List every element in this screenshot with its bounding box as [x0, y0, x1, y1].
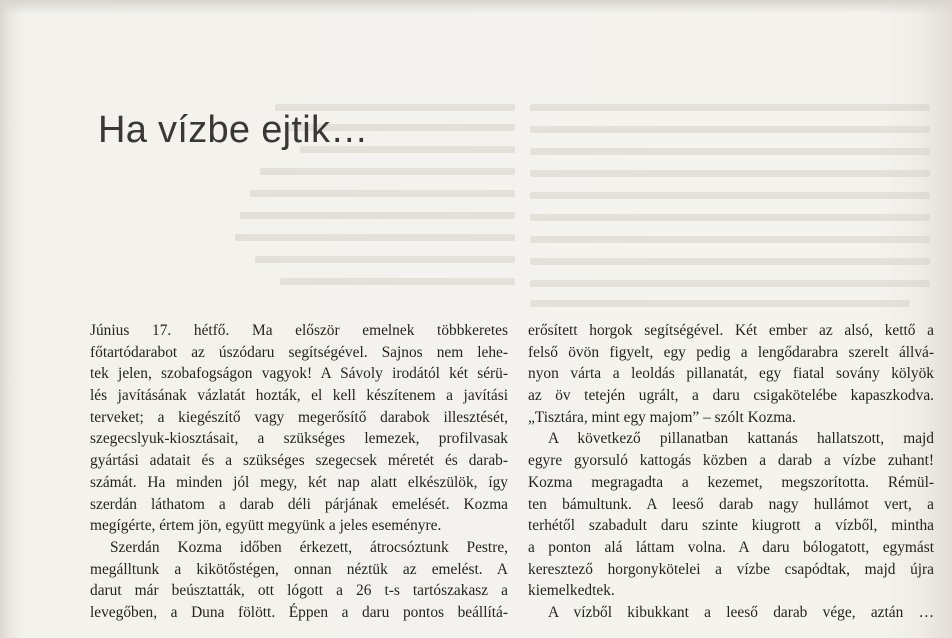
text-line: az öv tetején ugrált, a daru csigakötelébe kapaszkodva.	[528, 387, 934, 405]
text-line: szerdán láthatom a darab déli párjának emelését. Kozma	[90, 495, 508, 513]
text-line: gyártási adatait és a szükséges szegecsek méretét és darab-	[90, 452, 508, 470]
text-line: nyon várta a leoldás pillanatát, egy fiatal sovány kölyök	[528, 365, 934, 383]
left-text-column	[90, 320, 508, 624]
text-line: darut már beúsztatták, ott lógott a 26 t-s tartószakasz a	[90, 582, 508, 600]
text-line: Június 17. hétfő. Ma először emelnek többkeretes	[90, 322, 508, 339]
text-line: megígérte, értem jön, együtt megyünk a jeles eseményre.	[90, 517, 442, 535]
text-line: ten bámultunk. A leeső darab nagy hullámot vert, a	[528, 495, 934, 513]
text-line: egyre gyorsuló kattogás közben a darab a vízbe zuhant!	[528, 452, 934, 470]
text-line: terveket; a kiegészítő vagy megerősítő darabok illesztését,	[90, 408, 508, 426]
text-line: a ponton alá láttam volna. A daru bólogatott, egymást	[528, 538, 934, 556]
text-line: A vízből kibukkant a leeső darab vége, aztán …	[548, 603, 934, 621]
right-text-column	[528, 320, 934, 624]
text-line: levegőben, a Duna fölött. Éppen a daru pontos beállítá-	[90, 603, 508, 621]
text-line: terhétől szabadult daru szinte kiugrott a vízből, mintha	[528, 517, 934, 535]
text-line: Kozma megragadta a kezemet, megszorította. Rémül-	[528, 473, 934, 491]
text-line: szegecslyuk-kiosztásait, a szükséges lemezek, profilvasak	[90, 430, 508, 448]
text-line: lés javításának vázlatát hozták, el kell készítenem a javítási	[90, 387, 508, 405]
text-line: erősített horgok segítségével. Két ember az alsó, kettő a	[528, 322, 934, 339]
text-line: Szerdán Kozma időben érkezett, átrocsóztunk Pestre,	[110, 538, 508, 556]
text-line: „Tisztára, mint egy majom” – szólt Kozma.	[528, 408, 796, 426]
text-line: kiemelkedtek.	[528, 582, 615, 600]
article-title: Ha vízbe ejtik…	[98, 109, 369, 152]
text-line: felső övön figyelt, egy pedig a lengődarabra szerelt állvá-	[528, 343, 934, 361]
text-line: tek jelen, szobafogságon vagyok! A Sávoly irodától két sérü-	[90, 365, 508, 383]
page-top-shadow	[0, 0, 952, 14]
text-line: megálltunk a kikötőstégen, onnan néztük az emelést. A	[90, 560, 508, 578]
text-line: számát. Ha minden jól megy, két nap alatt elkészülök, így	[90, 473, 508, 491]
text-line: főtartódarabot az úszódaru segítségével. Sajnos nem lehe-	[90, 343, 508, 361]
text-line: A következő pillanatban kattanás hallatszott, majd	[548, 430, 934, 448]
text-line: keresztező horgonykötelei a vízbe csapódtak, majd újra	[528, 560, 934, 578]
